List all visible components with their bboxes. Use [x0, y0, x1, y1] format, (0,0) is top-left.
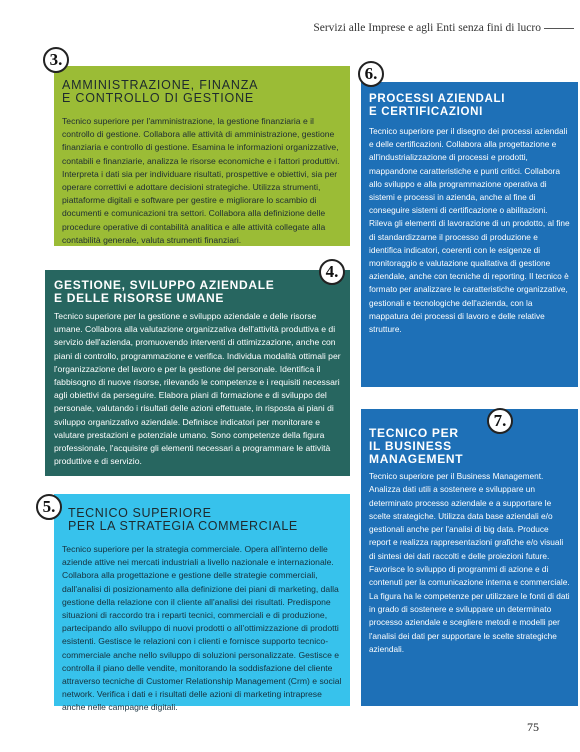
title-line: E CONTROLLO DI GESTIONE — [62, 91, 255, 105]
section-number-badge: 5. — [36, 494, 62, 520]
title-line: TECNICO SUPERIORE — [68, 506, 212, 520]
section-body: Tecnico superiore per l'amministrazione, la gestione finanziaria e il controllo di gestione. Collabora alle attività di amministrazione, gestione finanziaria e controllo di gestione. Esamina le informazioni organizzative, contabili e finanziarie, analizza le risorse economiche e i fattori produttivi. Interpreta i dati sia per individuare risultati, prospettive e obiettivi, sia per operare correttivi e adottare decisioni strategiche. Utilizza strumenti, piattaforme digitali e software per gestire e migliorare lo scambio di documenti e comunicazioni tra settori. Collabora alla definizione delle procedure operative di contabilità analitica e alle attività collegate alla contabilità generale, valuta strumenti finanziari. — [62, 116, 340, 245]
section-gestione-risorse-umane — [45, 270, 350, 476]
section-number-badge: 4. — [319, 259, 345, 285]
section-title — [54, 279, 341, 305]
section-business-management — [361, 409, 578, 706]
section-number-badge: 7. — [487, 408, 513, 434]
title-line: IL BUSINESS — [369, 439, 452, 453]
section-strategia-commerciale — [54, 494, 350, 713]
section-number-badge: 3. — [43, 47, 69, 73]
title-line: PER LA STRATEGIA COMMERCIALE — [68, 519, 298, 533]
section-title — [369, 93, 570, 119]
title-line: GESTIONE, SVILUPPO AZIENDALE — [54, 278, 275, 292]
page-number: 75 — [527, 720, 539, 734]
section-body: Tecnico superiore per la gestione e sviluppo aziendale e delle risorse umane. Collabora alla valutazione organizzativa dell'attività produttiva e di servizio dell'azienda, promuovendo interventi di ottimizzazione, anche con piani di controllo, programmazione e verifica. Individua modalità ottimali per l'organizzazione del lavoro e per la gestione del personale. Identifica il fabbisogno di nuove risorse, rilevando le competenze e i requisiti necessari agli obiettivi da perseguire. Elabora piani di formazione e di sviluppo del personale, valutando i risultati delle azioni effettuate, in risposta ai piani di sviluppo organizzativo aziendale. Definisce indicatori per monitorare e valutare prestazioni e potenziale umano. Sono competenze della figura professionale, l'acquisire gli elementi necessari a programmare le attività produttive e di servizio. — [54, 311, 341, 467]
section-title — [62, 507, 342, 533]
title-line: E CERTIFICAZIONI — [369, 106, 484, 118]
title-line: AMMINISTRAZIONE, FINANZA — [62, 78, 259, 92]
section-body: Tecnico superiore per il Business Management. Analizza dati utili a sostenere e sviluppare un determinato processo aziendale e a supportare le scelte strategiche. Utilizza data base aziendali e/o gestionali anche per l'analisi di big data. Produce report e realizza rappresentazioni grafiche e/o visuali di sintesi dei dati raccolti e delle proiezioni future. Favorisce lo sviluppo di programmi di azione e di contenuti per la comunicazione interna e commerciale. La figura ha le competenze per utilizzare le fonti di dati in grado di sostenere e sviluppare un determinato processo aziendale e scegliere metodi e modelli per l'analisi dei dati per supportare le scelte strategiche aziendali. — [369, 471, 570, 654]
section-processi-aziendali — [361, 82, 578, 387]
section-body: Tecnico superiore per il disegno dei processi aziendali e delle certificazioni. Collabora alla progettazione e all'industrializzazione di processi e prodotti, mappandone caratteristiche e punti critici. Collabora allo sviluppo e alla programmazione operativa di sistemi e processi in azienda, anche al fine di conseguire sistemi di certificazione o abilitazioni. Rileva gli elementi di lavorazione di un prodotto, al fine di standardizzarne il processo di produzione e identifica indicatori, coerenti con le esigenze di monitoraggio e valutazione qualitativa di gestione aziendale, anche con tecniche di reporting. Il tecnico è formato per analizzare le caratteristiche organizzative, gestionali e tecnologiche dell'azienda, con la mappatura dei processi di lavoro e delle relative strutture. — [369, 126, 570, 335]
running-header-text: Servizi alle Imprese e agli Enti senza fini di lucro — [313, 22, 541, 34]
section-amministrazione — [54, 66, 350, 246]
title-line: PROCESSI AZIENDALI — [369, 93, 506, 105]
section-title — [369, 427, 570, 466]
running-header — [313, 22, 574, 34]
title-line: MANAGEMENT — [369, 452, 464, 466]
section-number-badge: 6. — [358, 61, 384, 87]
header-rule — [544, 28, 574, 29]
section-title — [62, 79, 342, 105]
title-line: TECNICO PER — [369, 426, 459, 440]
section-body: Tecnico superiore per la strategia commerciale. Opera all'interno delle aziende attive nei mercati industriali a livello nazionale e internazionale. Collabora alla progettazione e gestione delle strategie commerciali, dall'analisi di posizionamento alla definizione dei piani di marketing, dalla gestione della relazione con il cliente all'analisi dei risultati. Predispone situazioni di raccordo tra i reparti tecnici, commerciali e di produzione, partecipando allo sviluppo di nuovi prodotti o all'ottimizzazione di prodotti esistenti. Gestisce le relazioni con i clienti e fornisce supporto tecnico-commerciale anche nello sviluppo di soluzioni personalizzate. Gestisce e controlla il piano delle vendite, monitorando la soddisfazione del cliente attraverso tecniche di Customer Relationship Management (Crm) e social network. Verifica i dati e i risultati delle azioni di marketing intraprese anche nelle campagne digitali. — [62, 544, 342, 713]
title-line: E DELLE RISORSE UMANE — [54, 291, 225, 305]
